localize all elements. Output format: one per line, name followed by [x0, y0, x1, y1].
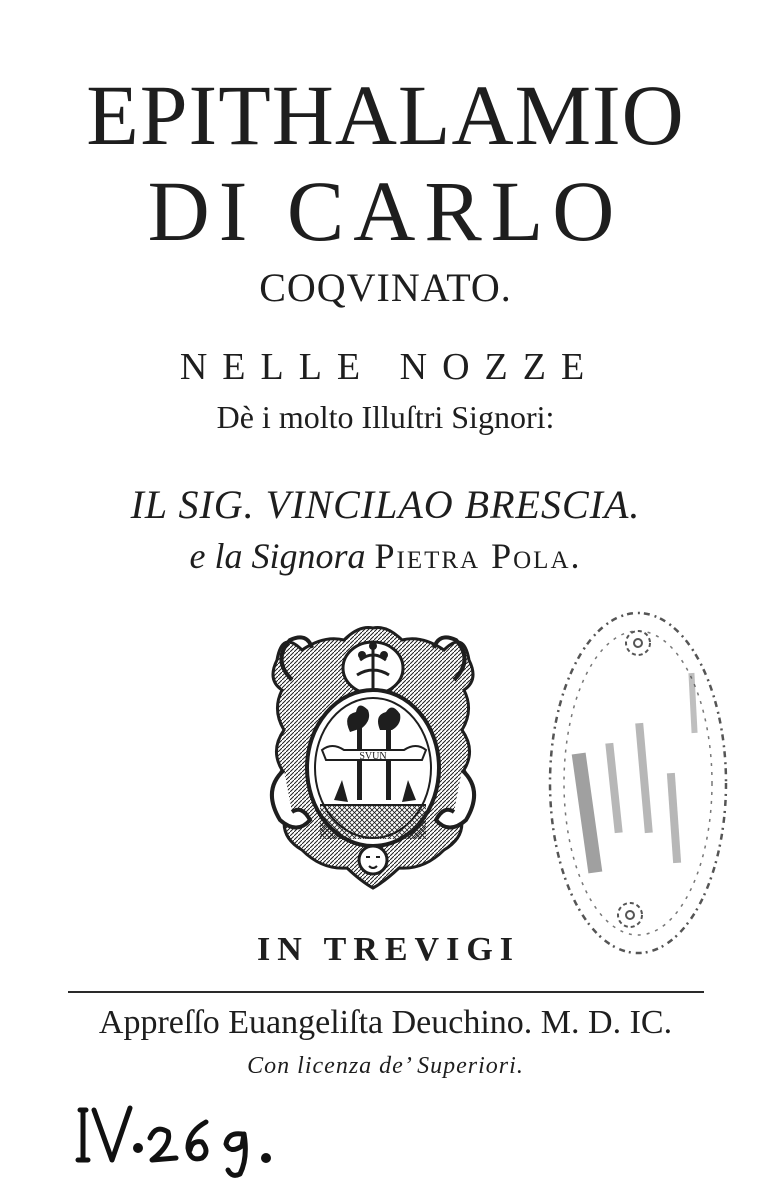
- printer-device-icon: [262, 620, 484, 890]
- motto-text: SVUN: [359, 751, 387, 762]
- bride-prefix: e la Signora: [189, 536, 366, 576]
- title-line-2: DI CARLO: [147, 163, 624, 259]
- dedication-line: Dè i molto Illuſtri Signori:: [216, 399, 555, 435]
- occasion-line: NELLE NOZZE: [179, 346, 600, 388]
- handwritten-shelfmark-icon: [72, 1098, 292, 1178]
- place-line: IN TREVIGI: [256, 931, 521, 968]
- author-name: COQVINATO.: [259, 265, 512, 310]
- library-stamp-icon: [540, 603, 736, 963]
- title-line-1: EPITHALAMIO: [86, 67, 685, 163]
- printer-line: Appreſſo Euangeliſta Deuchino. M. D. IC.: [98, 1004, 673, 1041]
- license-line: Con licenza de’ Superiori.: [247, 1053, 524, 1079]
- groom-name: IL SIG. VINCILAO BRESCIA.: [130, 482, 641, 527]
- bride-name: Pietra Pola.: [374, 536, 582, 576]
- bride-line: [0, 538, 771, 574]
- divider-rule: [68, 991, 704, 993]
